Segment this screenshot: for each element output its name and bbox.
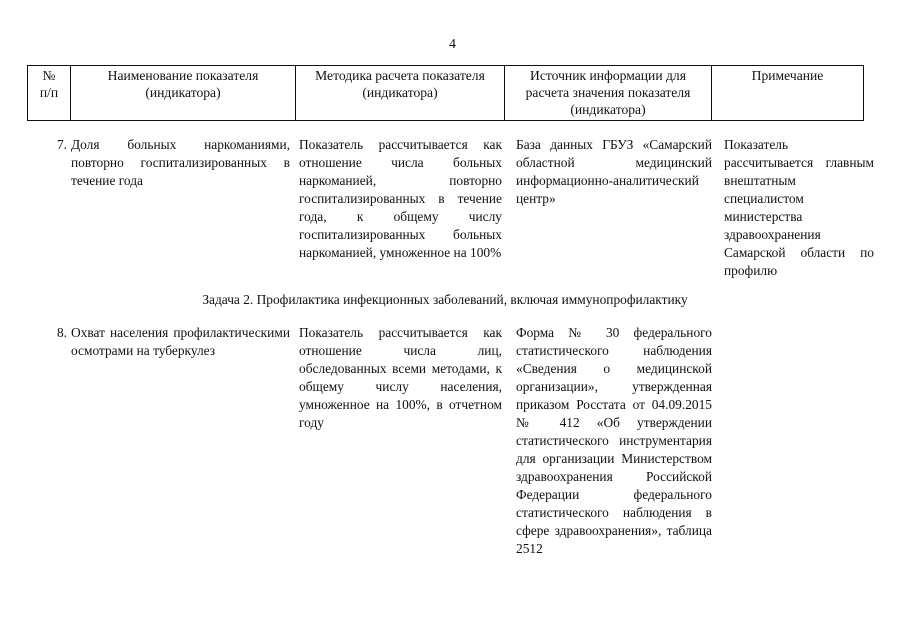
- row-indicator-name: Охват населения профилактическими осмотрами на туберкулез: [71, 325, 290, 358]
- page-number: 4: [449, 37, 456, 52]
- row-note: Показатель рассчитывается главным внештатным специалистом министерства здравоохранения Самарской области по профилю: [724, 137, 874, 278]
- row-calculation-method: Показатель рассчитывается как отношение числа лиц, обследованных всеми методами, к общему числу населения, умноженное на 100%, в отчетном году: [299, 325, 502, 430]
- task-heading: Задача 2. Профилактика инфекционных заболеваний, включая иммунопрофилактику: [202, 292, 688, 307]
- table-row: [27, 136, 874, 286]
- row-number: 7.: [56, 137, 67, 152]
- row-information-source: Форма № 30 федерального статистического наблюдения «Сведения о медицинской организации», утвержденная приказом Росстата от 04.09.2015 № 412 «Об утверждении статистического инструментария для организации Министерством здравоохранения Российской Федерации федерального статистического наблюдения в сфере здравоохранения», таблица 2512: [516, 325, 712, 556]
- table-row: [27, 324, 863, 564]
- header-col-note: Примечание: [712, 66, 864, 121]
- table-header-row: [28, 66, 864, 121]
- header-col-name: Наименование показателя (индикатора): [71, 66, 296, 121]
- header-col-method: Методика расчета показателя (индикатора): [296, 66, 505, 121]
- row-calculation-method: Показатель рассчитывается как отношение числа больных наркоманией, повторно госпитализированных в течение года, к общему числу госпитализированных больных наркоманией, умноженное на 100%: [299, 137, 502, 260]
- row-number: 8.: [56, 325, 67, 340]
- header-col-number: № п/п: [28, 66, 71, 121]
- table-header: [27, 65, 864, 121]
- header-col-source: Источник информации для расчета значения показателя (индикатора): [505, 66, 712, 121]
- row-indicator-name: Доля больных наркоманиями, повторно госпитализированных в течение года: [71, 137, 290, 188]
- row-information-source: База данных ГБУЗ «Самарский областной медицинский информационно-аналитический центр»: [516, 137, 712, 206]
- table-body: [27, 136, 874, 556]
